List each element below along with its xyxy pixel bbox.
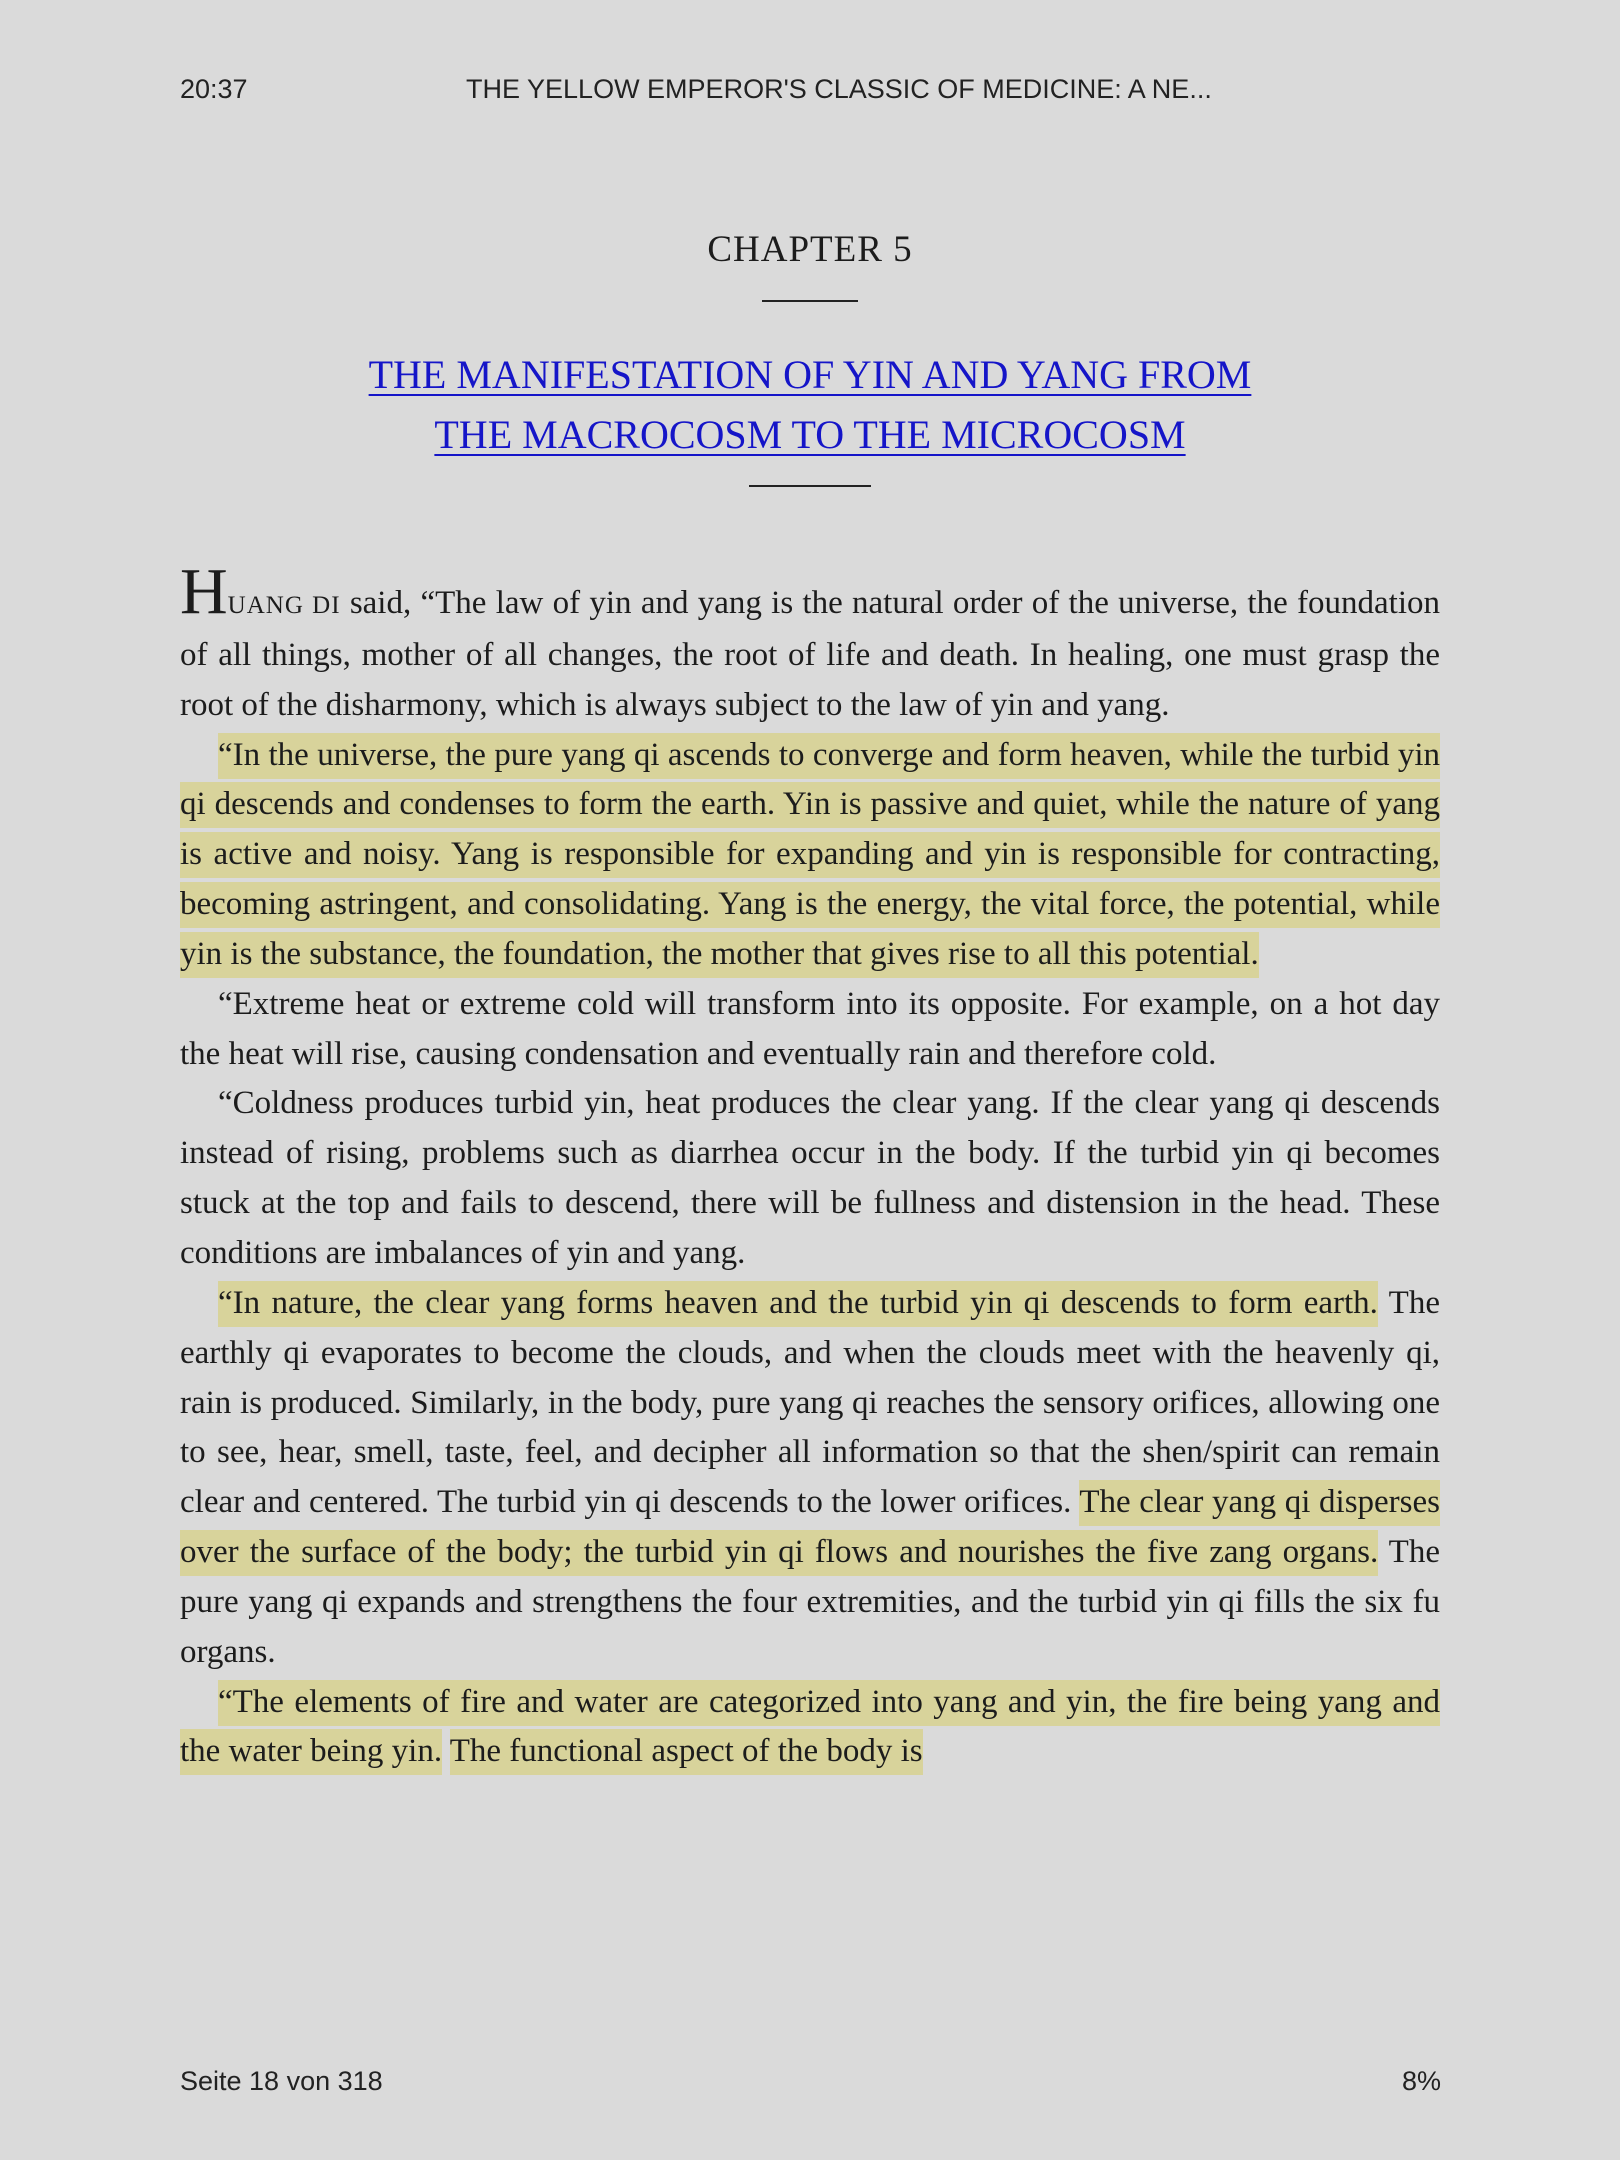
highlight[interactable]: “In nature, the clear yang forms heaven and the turbid yin qi descends to form earth. bbox=[218, 1281, 1378, 1327]
chapter-rule-bottom bbox=[749, 485, 871, 487]
book-title: THE YELLOW EMPEROR'S CLASSIC OF MEDICINE: A NE... bbox=[466, 74, 1212, 104]
drop-cap: H bbox=[180, 555, 228, 628]
paragraph-5-text-a: The earthly qi evaporates to become the clouds, and when the clouds meet with the heavenly qi, rain is produced. Similarly, in the body, pure yang qi reaches the sensory orifices, allowing one to see, hear, smell, taste, feel, and decipher all information so that the shen/spirit can remain clear and centered. The turbid yin qi descends to the lower orifices. bbox=[180, 1284, 1440, 1521]
paragraph-6[interactable] bbox=[180, 1678, 1440, 1778]
highlight[interactable]: “In the universe, the pure yang qi ascends to converge and form heaven, while the turbid yin qi descends and condenses to form the earth. Yin is passive and quiet, while the nature of yang is active and noisy. Yang is responsible for expanding and yin is responsible for contracting, becoming astringent, and consolidating. Yang is the energy, the vital force, the potential, while yin is the substance, the foundation, the mother that gives rise to all this potential. bbox=[180, 733, 1440, 978]
paragraph-1-text: said, “The law of yin and yang is the natural order of the universe, the foundation of all things, mother of all changes, the root of life and death. In healing, one must grasp the root of the disharmony, which is always subject to the law of yin and yang. bbox=[180, 585, 1440, 723]
highlight[interactable]: “The elements of fire and water are categorized into yang and yin, the fire being yang and the water being yin. bbox=[180, 1680, 1440, 1776]
paragraph-3[interactable]: “Extreme heat or extreme cold will transform into its opposite. For example, on a hot day the heat will rise, causing condensation and eventually rain and therefore cold. bbox=[180, 985, 1440, 1072]
paragraph-4[interactable]: “Coldness produces turbid yin, heat produces the clear yang. If the clear yang qi descends instead of rising, problems such as diarrhea occur in the body. If the turbid yin qi becomes stuck at the top and fails to descend, there will be fullness and distension in the head. These conditions are imbalances of yin and yang. bbox=[180, 1085, 1440, 1271]
chapter-label: CHAPTER 5 bbox=[707, 229, 913, 270]
book-text[interactable] bbox=[180, 555, 1440, 1777]
highlight[interactable]: The clear yang qi disperses over the surface of the body; the turbid yin qi flows and nourishes the five zang organs. bbox=[180, 1480, 1440, 1576]
chapter-title-link[interactable] bbox=[200, 345, 1420, 465]
chapter-title-line-2[interactable]: THE MACROCOSM TO THE MICROCOSM bbox=[434, 412, 1186, 457]
paragraph-2[interactable] bbox=[180, 731, 1440, 980]
small-caps-name: UANG DI bbox=[227, 592, 341, 619]
status-time: 20:37 bbox=[180, 74, 248, 104]
page-info: Seite 18 von 318 bbox=[180, 2066, 383, 2096]
progress-percent: 8% bbox=[1401, 2066, 1441, 2096]
chapter-rule-top bbox=[762, 300, 858, 302]
chapter-title-line-1[interactable]: THE MANIFESTATION OF YIN AND YANG FROM bbox=[368, 352, 1252, 397]
paragraph-1[interactable] bbox=[180, 555, 1440, 731]
paragraph-5-text-b: The pure yang qi expands and strengthens the four extremities, and the turbid yin qi fills the six fu organs. bbox=[180, 1534, 1440, 1670]
highlight[interactable]: The functional aspect of the body is bbox=[450, 1729, 923, 1775]
paragraph-5[interactable] bbox=[180, 1279, 1440, 1678]
